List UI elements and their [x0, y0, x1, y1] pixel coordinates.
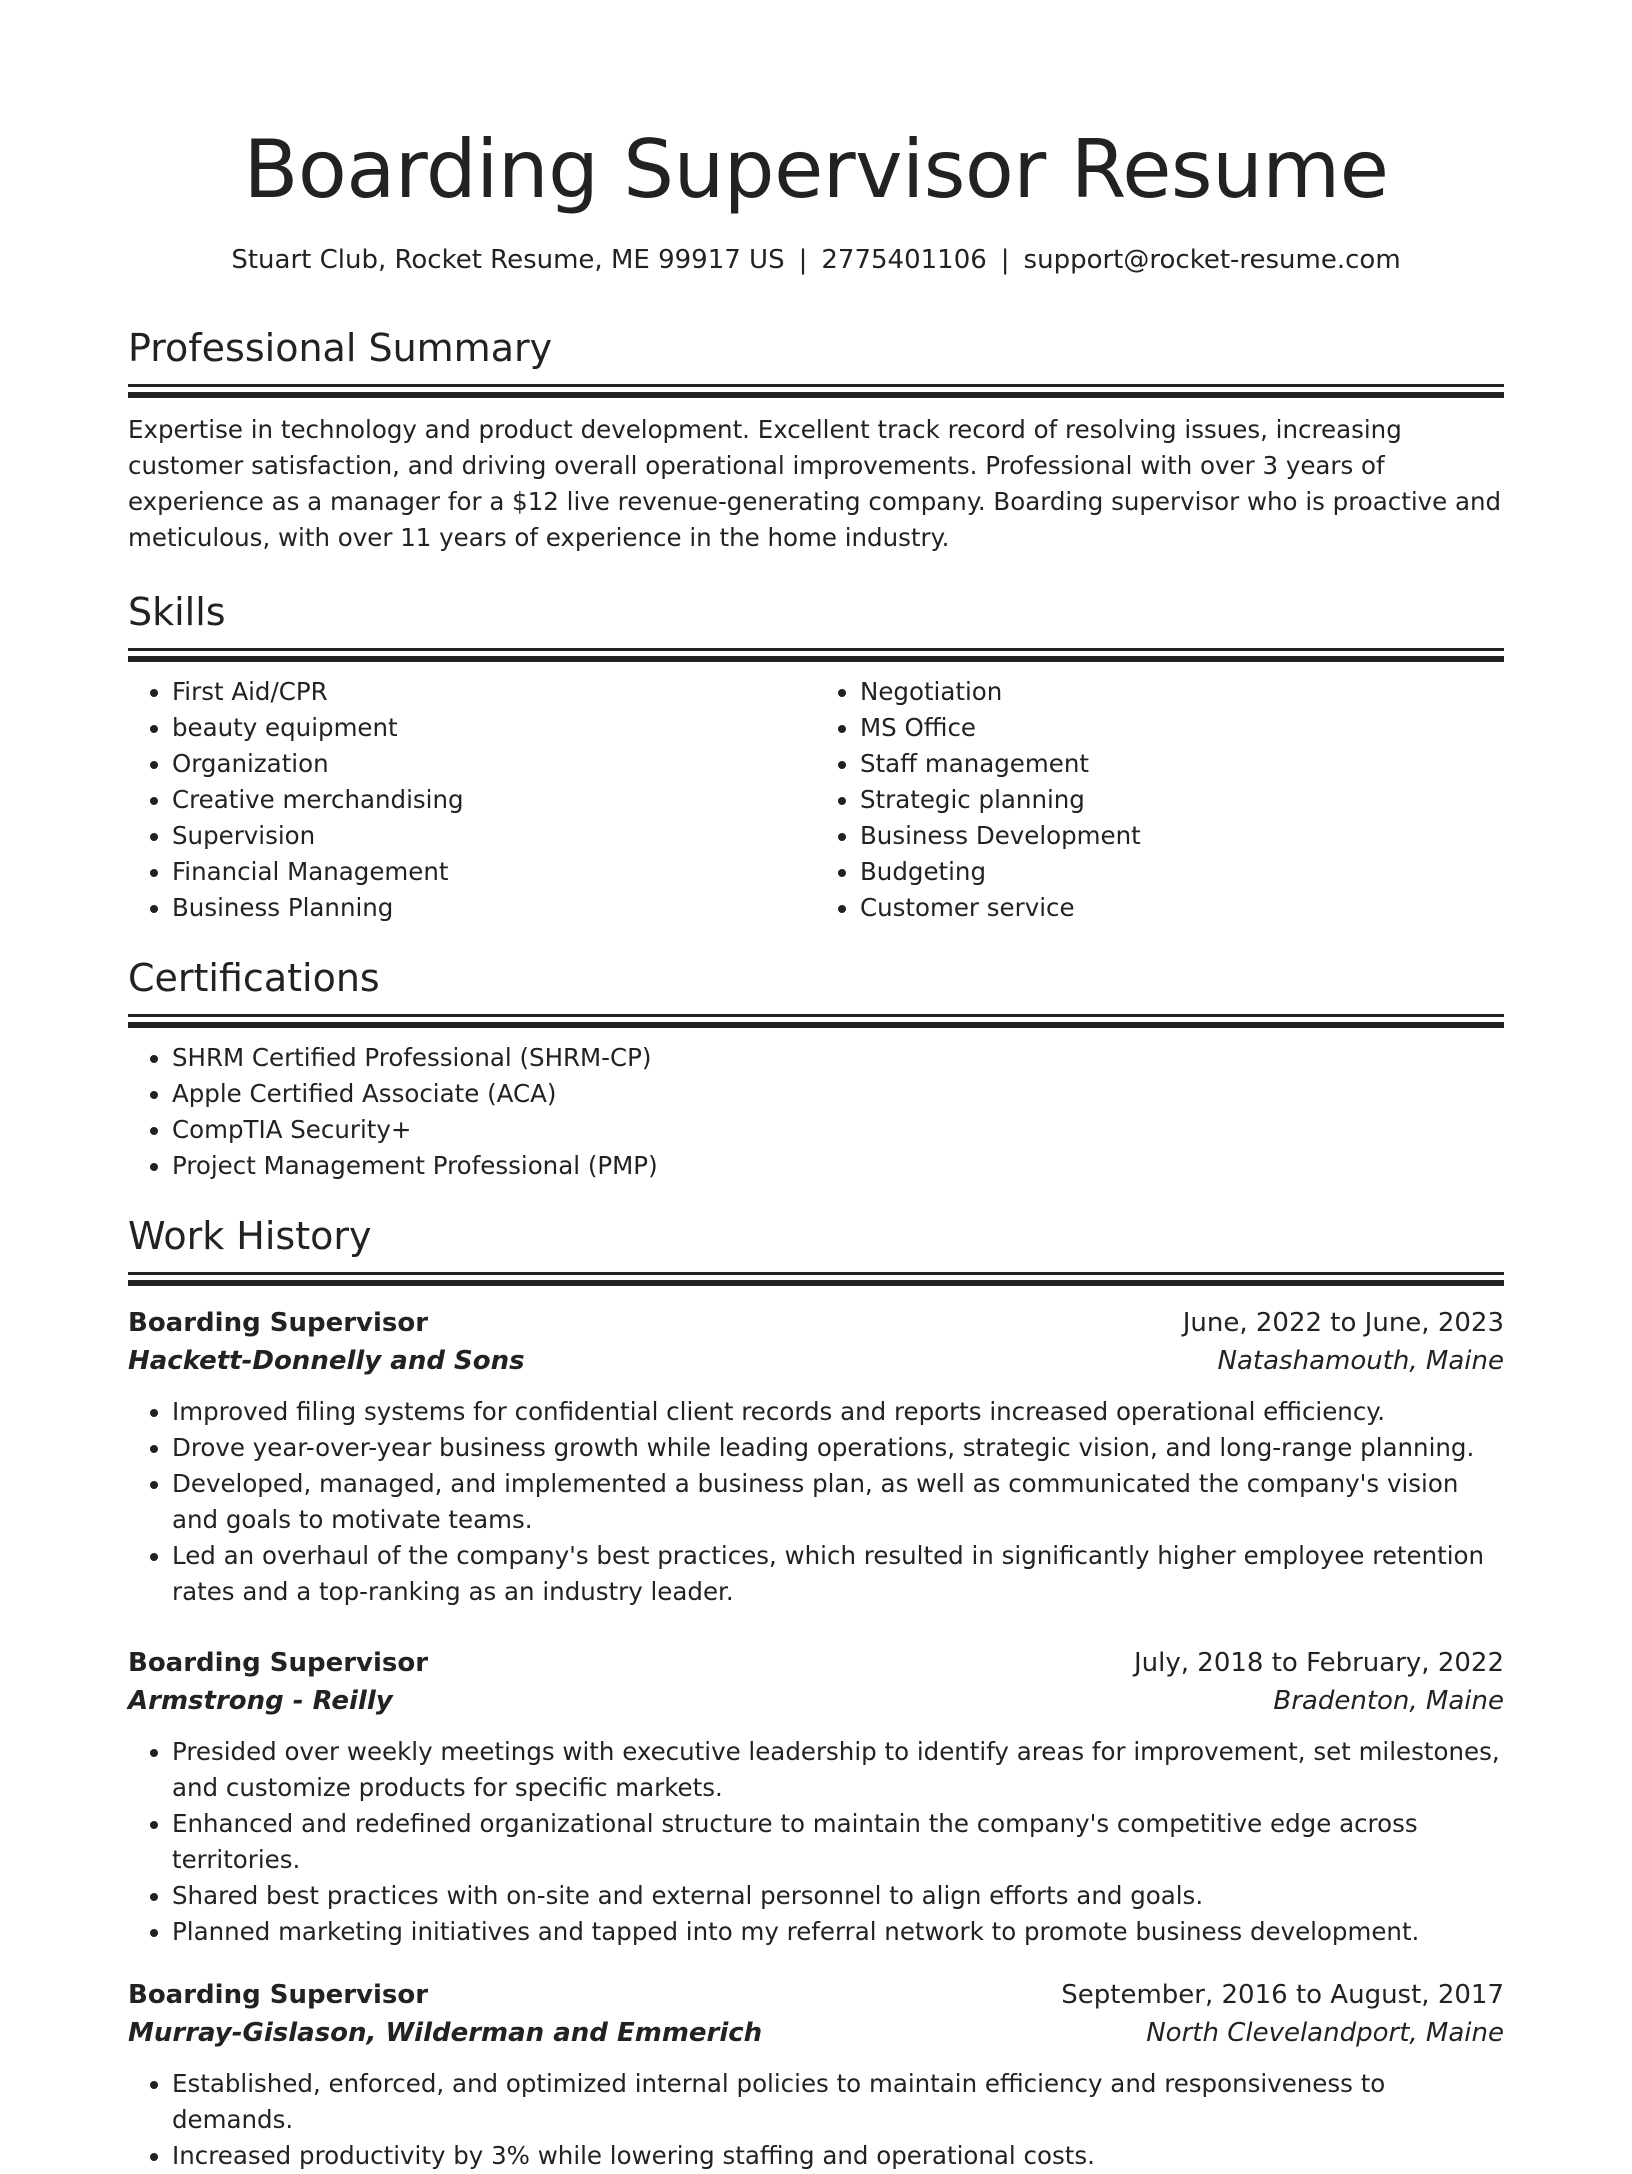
job-bullets [128, 1734, 1504, 1950]
job-title: Boarding Supervisor [128, 1980, 429, 2010]
job-header-row [128, 1304, 1504, 1342]
contact-separator: | [1000, 245, 1010, 275]
job-company-row [128, 1682, 1504, 1720]
section-divider [128, 1272, 1504, 1275]
skill-item: • Supervision [172, 818, 816, 854]
job-dates: July, 2018 to February, 2022 [1134, 1648, 1504, 1678]
section-divider [128, 384, 1504, 387]
work-history-section [128, 1210, 1504, 2174]
job-location: North Clevelandport, Maine [1146, 2018, 1504, 2048]
job-bullet: • Planned marketing initiatives and tapped into my referral network to promote business development. [172, 1914, 1504, 1950]
job-location: Bradenton, Maine [1273, 1686, 1504, 1716]
job-entry [128, 1644, 1504, 1950]
job-company-row [128, 2014, 1504, 2052]
skills-list-right [816, 674, 1504, 926]
skills-columns [128, 662, 1504, 926]
job-title: Boarding Supervisor [128, 1648, 429, 1678]
job-header-row [128, 1976, 1504, 2014]
certification-item: • Apple Certified Associate (ACA) [172, 1076, 1504, 1112]
job-bullet: • Led an overhaul of the company's best practices, which resulted in significantly higher employee retention rates and a top-ranking as an industry leader. [172, 1538, 1504, 1610]
job-bullets [128, 2066, 1504, 2174]
job-bullet: • Drove year-over-year business growth while leading operations, strategic vision, and long-range planning. [172, 1430, 1504, 1466]
job-bullet: • Enhanced and redefined organizational structure to maintain the company's competitive edge across territories. [172, 1806, 1504, 1878]
skill-item: • First Aid/CPR [172, 674, 816, 710]
job-header-row [128, 1644, 1504, 1682]
certification-item: • Project Management Professional (PMP) [172, 1148, 1504, 1184]
contact-separator: | [798, 245, 808, 275]
skills-list-left [128, 674, 816, 926]
skill-item: • Financial Management [172, 854, 816, 890]
job-company: Murray-Gislason, Wilderman and Emmerich [128, 2018, 763, 2048]
job-dates: June, 2022 to June, 2023 [1182, 1308, 1504, 1338]
certifications-list [128, 1040, 1504, 1184]
contact-email: support@rocket-resume.com [1023, 245, 1401, 275]
section-heading-skills: Skills [128, 590, 226, 634]
section-divider [128, 648, 1504, 651]
skills-section [128, 586, 1504, 926]
certification-item: • SHRM Certified Professional (SHRM-CP) [172, 1040, 1504, 1076]
section-heading-work-history: Work History [128, 1214, 372, 1258]
certifications-section [128, 952, 1504, 1184]
skill-item: • Business Planning [172, 890, 816, 926]
section-divider [128, 392, 1504, 398]
job-title: Boarding Supervisor [128, 1308, 429, 1338]
job-bullet: • Increased productivity by 3% while lowering staffing and operational costs. [172, 2138, 1504, 2174]
job-entry [128, 1976, 1504, 2174]
contact-line [128, 242, 1504, 278]
section-heading-certifications: Certifications [128, 956, 380, 1000]
skill-item: • Strategic planning [860, 782, 1504, 818]
skill-item: • Negotiation [860, 674, 1504, 710]
job-bullet: • Shared best practices with on-site and external personnel to align efforts and goals. [172, 1878, 1504, 1914]
skill-item: • Customer service [860, 890, 1504, 926]
section-divider [128, 1014, 1504, 1017]
job-company: Hackett-Donnelly and Sons [128, 1346, 525, 1376]
skill-item: • beauty equipment [172, 710, 816, 746]
certification-item: • CompTIA Security+ [172, 1112, 1504, 1148]
job-bullet: • Improved filing systems for confidential client records and reports increased operational efficiency. [172, 1394, 1504, 1430]
job-company-row [128, 1342, 1504, 1380]
job-bullets [128, 1394, 1504, 1610]
contact-address: Stuart Club, Rocket Resume, ME 99917 US [231, 245, 785, 275]
section-divider [128, 1280, 1504, 1286]
job-company: Armstrong - Reilly [128, 1686, 393, 1716]
skill-item: • MS Office [860, 710, 1504, 746]
job-entry [128, 1304, 1504, 1610]
job-bullet: • Established, enforced, and optimized internal policies to maintain efficiency and responsiveness to demands. [172, 2066, 1504, 2138]
skill-item: • Organization [172, 746, 816, 782]
job-dates: September, 2016 to August, 2017 [1061, 1980, 1504, 2010]
job-bullet: • Developed, managed, and implemented a business plan, as well as communicated the company's vision and goals to motivate teams. [172, 1466, 1504, 1538]
skill-item: • Business Development [860, 818, 1504, 854]
skill-item: • Staff management [860, 746, 1504, 782]
resume-title: Boarding Supervisor Resume [243, 123, 1389, 216]
skill-item: • Creative merchandising [172, 782, 816, 818]
summary-section [128, 322, 1504, 556]
summary-text: Expertise in technology and product development. Excellent track record of resolving issues, increasing customer satisfaction, and driving overall operational improvements. Professional with over 3 years of experience as a manager for a $12 live revenue-generating company. Boarding supervisor who is proactive and meticulous, with over 11 years of experience in the home industry. [128, 415, 1502, 552]
job-location: Natashamouth, Maine [1217, 1346, 1504, 1376]
section-heading-summary: Professional Summary [128, 326, 553, 370]
contact-phone: 2775401106 [821, 245, 987, 275]
section-divider [128, 1022, 1504, 1028]
job-bullet: • Presided over weekly meetings with executive leadership to identify areas for improvement, set milestones, and customize products for specific markets. [172, 1734, 1504, 1806]
skill-item: • Budgeting [860, 854, 1504, 890]
